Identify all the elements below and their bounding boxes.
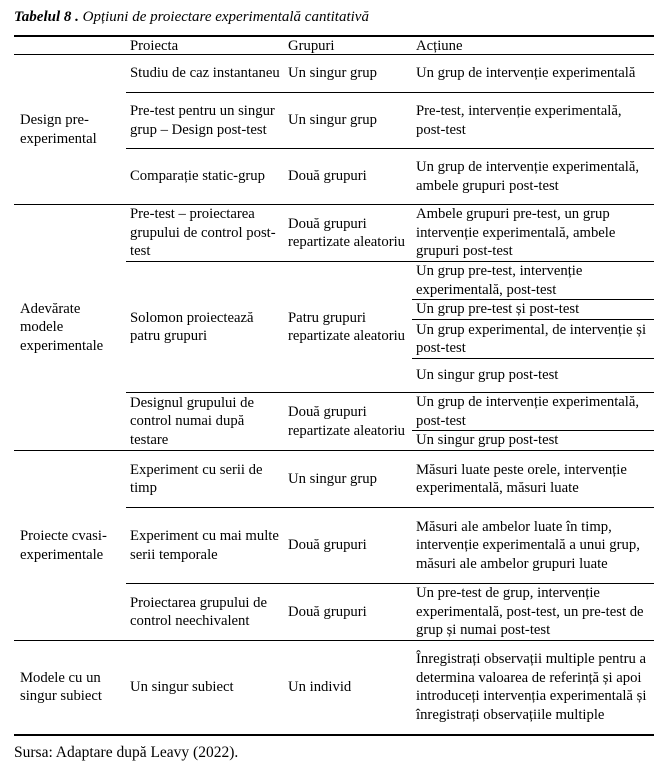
cell-groups: Două grupuri (284, 584, 412, 641)
cell-design: Studiu de caz instantaneu (130, 65, 280, 82)
category-pre-experimental: Design pre-experimental (14, 55, 126, 205)
cell-action: Măsuri luate peste orele, intervenție experimentală, măsuri luate (412, 451, 654, 508)
table-row (14, 205, 654, 262)
cell-groups: Un singur grup (284, 93, 412, 149)
cell-design: Solomon proiectează patru grupuri (126, 262, 284, 393)
table-row (14, 451, 654, 508)
table-caption (14, 8, 369, 26)
cell-action: Un pre-test de grup, intervenție experimentală, post-test, un pre-test de grup și numai post-test (412, 584, 654, 641)
header-action: Acțiune (412, 36, 654, 55)
table-header-row (14, 36, 654, 55)
category-true-experimental: Adevărate modele experimentale (14, 205, 126, 451)
cell-design: Experiment cu mai multe serii temporale (126, 508, 284, 584)
cell-design: Comparație static-grup (126, 149, 284, 205)
cell-groups: Două grupuri (284, 149, 412, 205)
cell-groups: Două grupuri (284, 508, 412, 584)
header-category (14, 36, 126, 55)
cell-action: Un grup de intervenție experimentală, post-test (412, 393, 654, 431)
cell-action: Ambele grupuri pre-test, un grup intervenție experimentală, ambele grupuri post-test (412, 205, 654, 262)
cell-design: Pre-test pentru un singur grup – Design post-test (126, 93, 284, 149)
cell-design: Proiectarea grupului de control neechivalent (126, 584, 284, 641)
category-quasi-experimental: Proiecte cvasi-experimentale (14, 451, 126, 641)
cell-action: Măsuri ale ambelor luate în timp, intervenție experimentală a unui grup, măsuri ale ambelor grupuri luate (412, 508, 654, 584)
cell-action: Un grup pre-test și post-test (412, 300, 654, 320)
cell-groups: Două grupuri repartizate aleatoriu (284, 393, 412, 451)
header-design: Proiecta (126, 36, 284, 55)
table-row (14, 55, 654, 93)
cell-action: Pre-test, intervenție experimentală, post-test (412, 93, 654, 149)
cell-groups: Patru grupuri repartizate aleatoriu (284, 262, 412, 393)
category-single-subject: Modele cu un singur subiect (14, 641, 126, 735)
cell-action: Un grup de intervenție experimentală (416, 65, 636, 82)
design-options-table (14, 35, 654, 736)
cell-groups: Un individ (284, 641, 412, 735)
cell-groups: Două grupuri repartizate aleatoriu (284, 205, 412, 262)
cell-action: Un grup de intervenție experimentală, ambele grupuri post-test (412, 149, 654, 205)
table-title: Opțiuni de proiectare experimentală cantitativă (82, 9, 369, 25)
cell-design: Experiment cu serii de timp (126, 451, 284, 508)
cell-groups: Un singur grup (284, 451, 412, 508)
cell-action: Un singur grup post-test (412, 359, 654, 393)
table-row (14, 641, 654, 735)
cell-design: Pre-test – proiectarea grupului de control post-test (126, 205, 284, 262)
cell-action: Înregistrați observații multiple pentru a determina valoarea de referință și apoi introduceți intervenția experimentală și înregistrați observațiile multiple (412, 641, 654, 735)
table-label: Tabelul 8 . (14, 9, 79, 25)
header-groups: Grupuri (284, 36, 412, 55)
cell-action: Un grup pre-test, intervenție experimentală, post-test (412, 262, 654, 300)
cell-design: Un singur subiect (126, 641, 284, 735)
cell-action: Un grup experimental, de intervenție și post-test (412, 320, 654, 359)
cell-groups: Un singur grup (288, 65, 377, 82)
source-note: Sursa: Adaptare după Leavy (2022). (14, 744, 239, 761)
cell-design: Designul grupului de control numai după testare (126, 393, 284, 451)
cell-action: Un singur grup post-test (412, 431, 654, 451)
